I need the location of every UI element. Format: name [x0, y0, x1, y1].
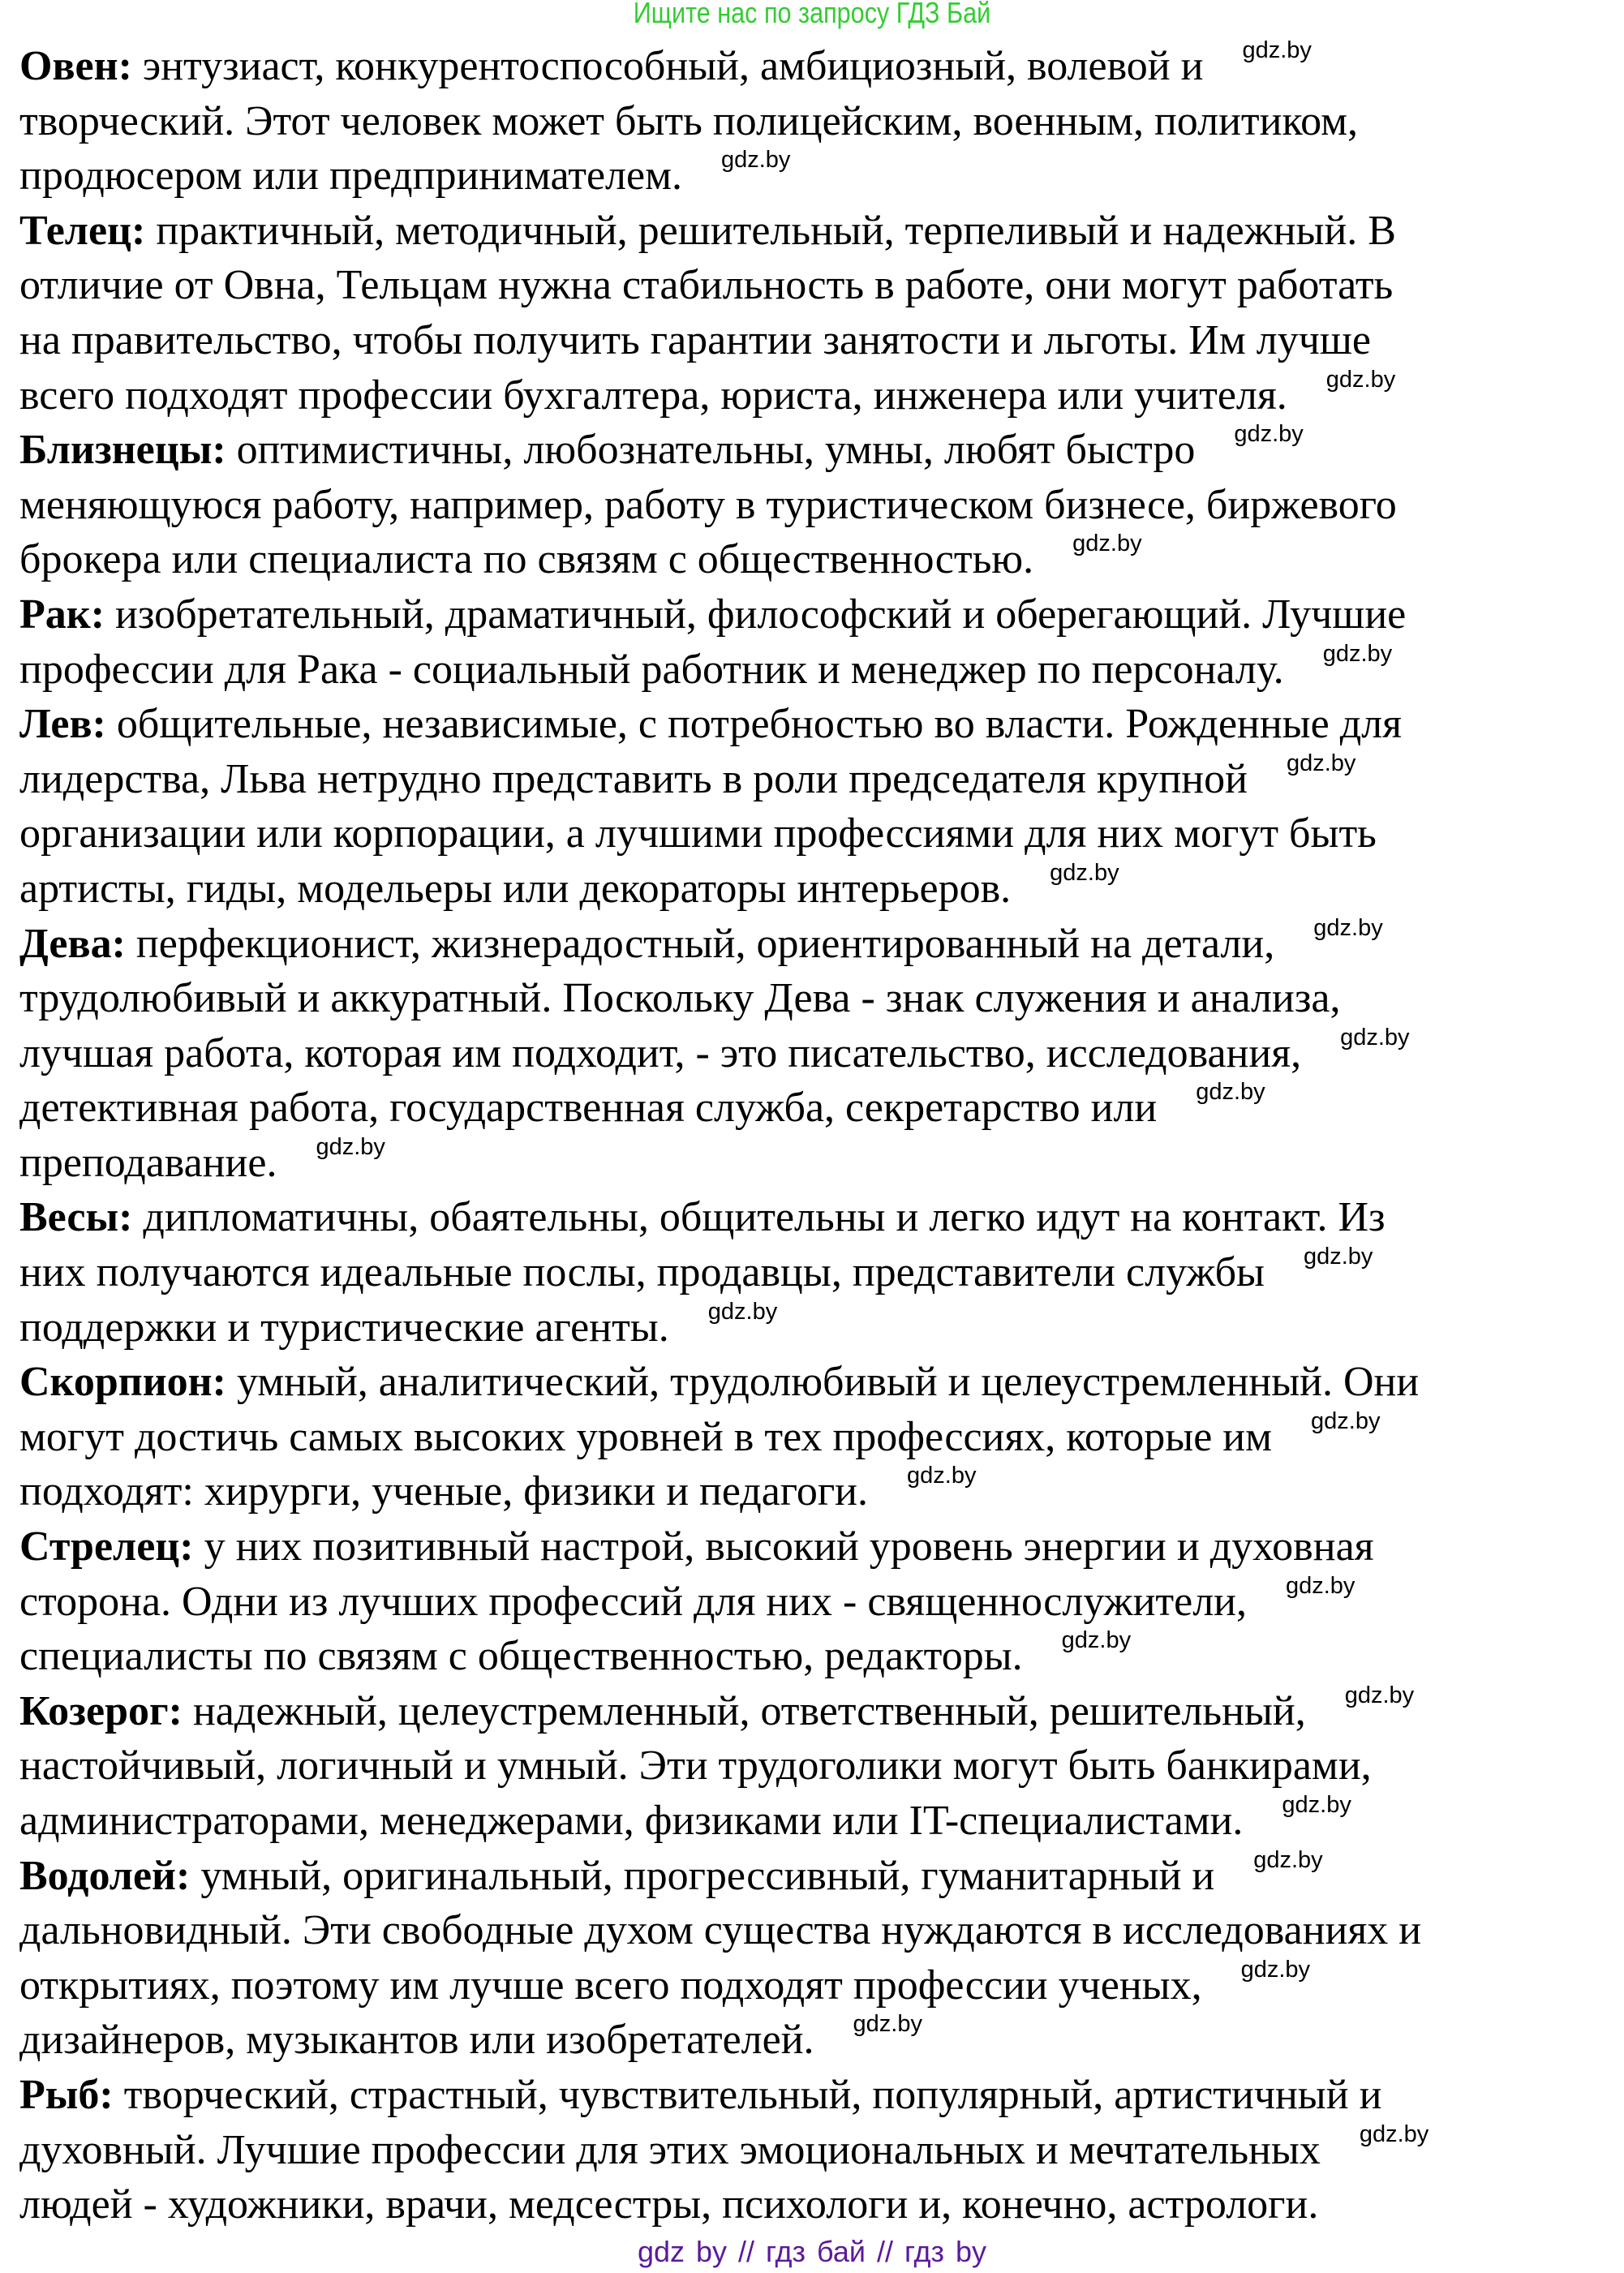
line-text: у них позитивный настрой, высокий уровень энергии и духовная [193, 1523, 1374, 1570]
text-line [19, 1300, 1429, 1356]
sign-title: Скорпион: [19, 1359, 226, 1406]
sign-title: Рыб: [19, 2071, 114, 2118]
watermark: gdz.by [1285, 1574, 1355, 1599]
sign-title: Овен: [19, 43, 132, 89]
sign-title: Телец: [19, 207, 146, 254]
text-line [19, 94, 1429, 149]
text-line [19, 423, 1429, 478]
text-line [19, 1849, 1429, 1904]
line-text: духовный. Лучшие профессии для этих эмоциональных и мечтательных [19, 2126, 1321, 2173]
line-text: могут достичь самых высоких уровней в тех профессиях, которые им [19, 1413, 1273, 1460]
site-footer: gdz by // гдз бай // гдз by [637, 2235, 987, 2268]
watermark: gdz.by [853, 2013, 922, 2038]
line-text: энтузиаст, конкурентоспособный, амбициозный, волевой и [131, 43, 1204, 89]
watermark: gdz.by [707, 1300, 778, 1325]
text-line [19, 1081, 1429, 1136]
line-text: надежный, целеустремленный, ответственный, решительный, [182, 1687, 1306, 1734]
text-line [19, 806, 1429, 862]
text-line [19, 862, 1429, 917]
line-text: брокера или специалиста по связям с общественностью. [19, 536, 1034, 583]
text-line [19, 313, 1429, 368]
text-line [19, 1575, 1429, 1630]
line-text: поддержки и туристические агенты. [19, 1304, 669, 1351]
watermark: gdz.by [1282, 1794, 1351, 1818]
watermark: gdz.by [316, 1135, 385, 1160]
watermark: gdz.by [1242, 39, 1312, 63]
text-line [19, 587, 1429, 642]
line-text: отличие от Овна, Тельцам нужна стабильность в работе, они могут работать [19, 262, 1394, 309]
text-line [19, 697, 1429, 752]
watermark: gdz.by [1286, 751, 1356, 776]
line-text: умный, оригинальный, прогрессивный, гуманитарный и [190, 1852, 1215, 1899]
text-line [19, 532, 1429, 587]
text-line [19, 39, 1429, 94]
line-text: трудолюбивый и аккуратный. Поскольку Дева - знак служения и анализа, [19, 975, 1341, 1022]
search-hint-header: Ищите нас по запросу ГДЗ Бай [633, 0, 991, 29]
watermark: gdz.by [1344, 1683, 1415, 1708]
watermark: gdz.by [1253, 1848, 1323, 1873]
text-line [19, 971, 1429, 1026]
watermark: gdz.by [1234, 423, 1304, 448]
line-text: лидерства, Льва нетрудно представить в роли председателя крупной [19, 755, 1248, 802]
watermark: gdz.by [1325, 367, 1396, 393]
sign-title: Водолей: [19, 1852, 191, 1899]
watermark: gdz.by [1061, 1629, 1132, 1654]
watermark: gdz.by [1072, 532, 1142, 557]
watermark: gdz.by [1313, 916, 1383, 941]
text-line [19, 917, 1429, 972]
zodiac-professions-text [19, 39, 1429, 2232]
watermark: gdz.by [1196, 1081, 1265, 1106]
line-text: преподавание. [19, 1139, 277, 1186]
text-line [19, 2123, 1429, 2178]
line-text: дипломатичны, обаятельны, общительны и легко идут на контакт. Из [132, 1194, 1386, 1241]
text-line [19, 148, 1429, 204]
line-text: настойчивый, логичный и умный. Эти трудоголики могут быть банкирами, [19, 1742, 1372, 1790]
line-text: дальновидный. Эти свободные духом существа нуждаются в исследованиях и [19, 1907, 1422, 1954]
watermark: gdz.by [1303, 1245, 1373, 1270]
text-line [19, 204, 1429, 259]
line-text: лучшая работа, которая им подходит, - это писательство, исследования, [19, 1029, 1302, 1076]
text-line [19, 752, 1429, 807]
line-text: практичный, методичный, решительный, терпеливый и надежный. В [145, 207, 1396, 254]
text-line [19, 1464, 1429, 1519]
line-text: артисты, гиды, модельеры или декораторы интерьеров. [19, 865, 1012, 912]
text-line [19, 258, 1429, 313]
text-line [19, 1355, 1429, 1410]
line-text: общительные, независимые, с потребностью во власти. Рожденные для [105, 701, 1403, 748]
line-text: меняющуюся работу, например, работу в туристическом бизнесе, биржевого [19, 481, 1397, 528]
text-line [19, 1519, 1429, 1575]
watermark: gdz.by [1359, 2122, 1429, 2147]
text-line [19, 368, 1429, 423]
watermark: gdz.by [1322, 642, 1393, 667]
line-text: перфекционист, жизнерадостный, ориентированный на детали, [125, 920, 1275, 967]
line-text: умный, аналитический, трудолюбивый и целеустремленный. Они [226, 1359, 1420, 1406]
text-line [19, 1026, 1429, 1081]
text-line [19, 1629, 1429, 1684]
line-text: людей - художники, врачи, медсестры, психологи и, конечно, астрологи. [19, 2181, 1319, 2228]
text-line [19, 478, 1429, 533]
watermark: gdz.by [1340, 1025, 1410, 1051]
sign-title: Рак: [19, 591, 105, 638]
sign-title: Козерог: [19, 1687, 183, 1734]
text-line [19, 2013, 1429, 2068]
line-text: творческий. Этот человек может быть полицейским, военным, политиком, [19, 97, 1358, 144]
watermark: gdz.by [1240, 1957, 1311, 1983]
line-text: детективная работа, государственная служба, секретарство или [19, 1085, 1158, 1132]
text-line [19, 1903, 1429, 1958]
line-text: изобретательный, драматичный, философский и оберегающий. Лучшие [105, 591, 1407, 638]
text-line [19, 1794, 1429, 1849]
text-line [19, 2177, 1429, 2232]
line-text: организации или корпорации, а лучшими профессиями для них могут быть [19, 810, 1377, 857]
watermark: gdz.by [907, 1464, 977, 1489]
line-text: специалисты по связям с общественностью, редакторы. [19, 1633, 1023, 1680]
line-text: открытиях, поэтому им лучше всего подходят профессии ученых, [19, 1961, 1202, 2009]
sign-title: Лев: [19, 701, 106, 748]
text-line [19, 1136, 1429, 1191]
text-line [19, 1190, 1429, 1245]
watermark: gdz.by [720, 148, 791, 174]
line-text: оптимистичны, любознательны, умны, любят быстро [226, 427, 1196, 474]
text-line [19, 1245, 1429, 1300]
text-line [19, 2068, 1429, 2123]
text-line [19, 1958, 1429, 2013]
watermark: gdz.by [1311, 1409, 1381, 1434]
text-line [19, 1684, 1429, 1739]
sign-title: Дева: [19, 920, 126, 967]
sign-title: Близнецы: [19, 427, 226, 474]
line-text: администраторами, менеджерами, физиками или IT-специалистами. [19, 1798, 1244, 1844]
text-line [19, 1738, 1429, 1794]
line-text: на правительство, чтобы получить гарантии занятости и льготы. Им лучше [19, 316, 1371, 363]
watermark: gdz.by [1050, 861, 1119, 886]
sign-title: Стрелец: [19, 1523, 194, 1570]
text-line [19, 1410, 1429, 1465]
line-text: подходят: хирурги, ученые, физики и педагоги. [19, 1468, 868, 1515]
line-text: дизайнеров, музыкантов или изобретателей. [19, 2017, 814, 2064]
line-text: творческий, страстный, чувствительный, популярный, артистичный и [113, 2071, 1382, 2118]
line-text: них получаются идеальные послы, продавцы, представители службы [19, 1249, 1265, 1296]
line-text: сторона. Одни из лучших профессий для них - священнослужители, [19, 1578, 1247, 1625]
sign-title: Весы: [19, 1194, 133, 1241]
line-text: профессии для Рака - социальный работник и менеджер по персоналу. [19, 646, 1284, 693]
line-text: продюсером или предпринимателем. [19, 153, 682, 200]
line-text: всего подходят профессии бухгалтера, юриста, инженера или учителя. [19, 372, 1287, 419]
text-line [19, 642, 1429, 698]
